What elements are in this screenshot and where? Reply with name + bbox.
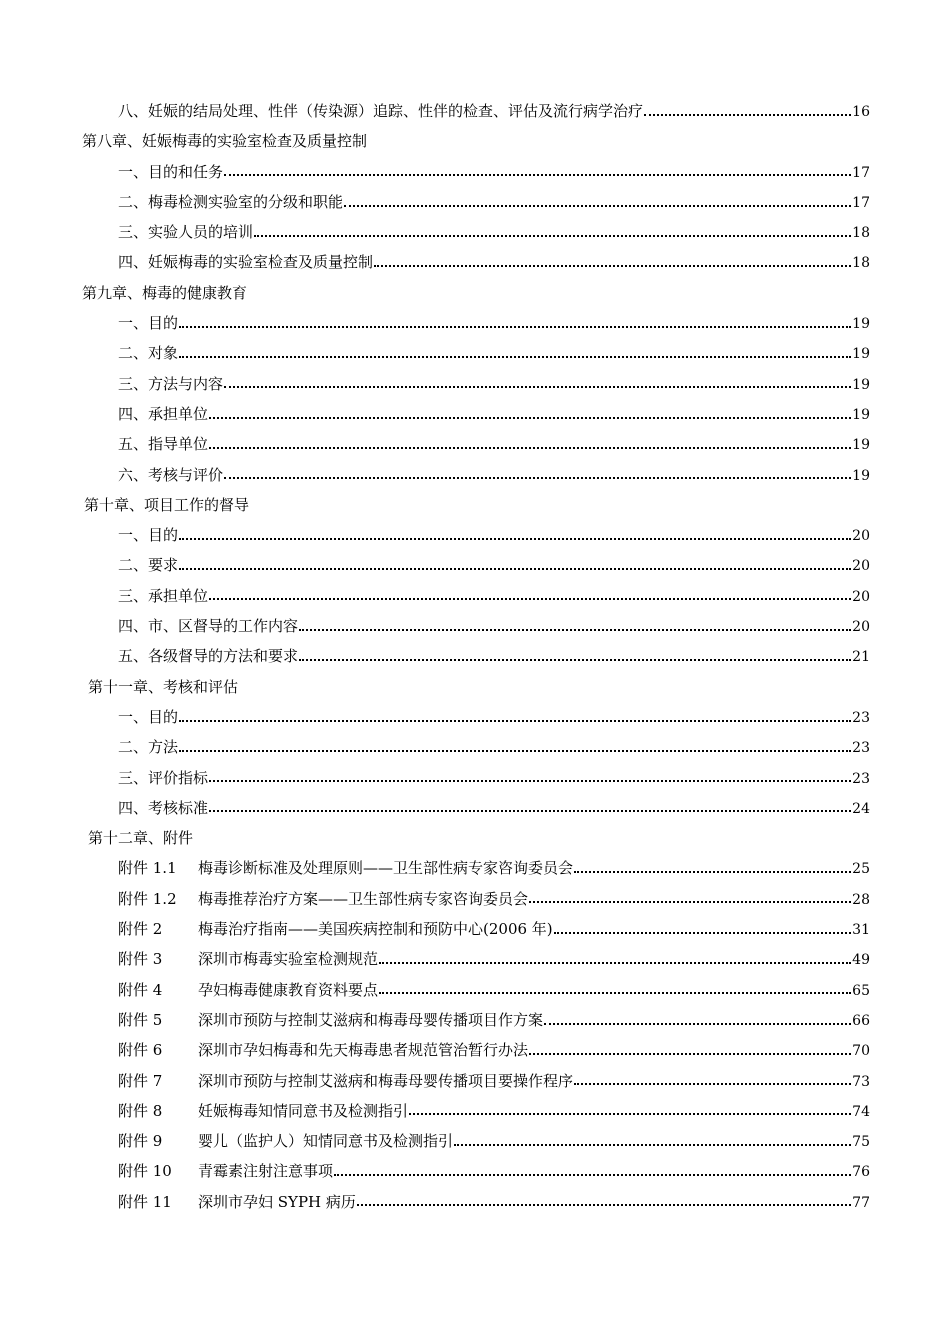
toc-annex-entry [0,944,950,974]
annex-label: 附件 1.2 [118,889,177,908]
toc-line [118,732,870,762]
entry-title: 三、承担单位 [118,586,209,605]
toc-section-entry [0,157,950,187]
entry-title: 深圳市梅毒实验室检测规范 [198,950,379,969]
page-number: 16 [852,104,870,120]
toc-line [118,338,870,368]
dot-leader [529,1052,851,1055]
toc-line [118,460,870,490]
page-number: 19 [852,467,870,484]
annex-label: 附件 9 [118,1132,163,1151]
page-number: 28 [852,891,870,908]
toc-line [118,96,870,126]
entry-title: 四、妊娠梅毒的实验室检查及质量控制 [118,253,374,272]
dot-leader [209,597,851,600]
dot-leader [179,355,851,358]
toc-section-entry [0,247,950,277]
toc-chapter-heading [0,672,950,702]
dot-leader [224,173,851,176]
page-number: 65 [852,982,870,999]
dot-leader [334,1173,851,1176]
page-number: 23 [852,770,870,787]
entry-title: 五、各级督导的方法和要求 [118,647,299,666]
annex-label: 附件 7 [118,1071,163,1090]
entry-title: 二、方法 [118,738,179,757]
toc-section-entry [0,429,950,459]
entry-title: 四、承担单位 [118,404,209,423]
toc-annex-entry [0,1187,950,1217]
chapter-title: 第十章、项目工作的督导 [84,495,250,514]
page-number: 23 [852,709,870,726]
toc-line [118,944,870,974]
dot-leader [379,961,851,964]
page-number: 66 [852,1012,870,1029]
toc-line [118,1187,870,1217]
toc-section-entry [0,732,950,762]
toc-chapter-heading [0,278,950,308]
toc-annex-entry [0,884,950,914]
dot-leader [574,870,851,873]
page-number: 23 [852,740,870,757]
toc-line [118,641,870,671]
entry-title: 四、市、区督导的工作内容 [118,617,299,636]
toc-section-entry [0,399,950,429]
entry-title: 二、对象 [118,344,179,363]
toc-line [118,853,870,883]
toc-line [118,1005,870,1035]
chapter-title: 第九章、梅毒的健康教育 [82,283,248,302]
toc-section-entry [0,217,950,247]
entry-title: 深圳市预防与控制艾滋病和梅毒母婴传播项目要操作程序 [198,1071,574,1090]
toc-section-entry [0,460,950,490]
toc-line [118,1126,870,1156]
page-number: 19 [852,346,870,363]
annex-label: 附件 8 [118,1101,163,1120]
dot-leader [374,264,851,267]
page-number: 20 [852,588,870,605]
toc-line [118,399,870,429]
toc-annex-entry [0,1066,950,1096]
entry-title: 八、妊娠的结局处理、性伴（传染源）追踪、性伴的检查、评估及流行病学治疗 [118,102,644,120]
entry-title: 妊娠梅毒知情同意书及检测指引 [198,1101,409,1120]
toc-line [118,369,870,399]
page-number: 74 [852,1103,870,1120]
page-number: 19 [852,406,870,423]
annex-label: 附件 3 [118,950,163,969]
toc-line [118,1066,870,1096]
toc-section-entry [0,641,950,671]
page-number: 24 [852,800,870,817]
entry-title: 深圳市孕妇 SYPH 病历 [198,1192,356,1211]
entry-title: 一、目的和任务 [118,162,224,181]
toc-annex-entry [0,1096,950,1126]
toc-section-entry [0,187,950,217]
entry-title: 二、要求 [118,556,179,575]
annex-label: 附件 10 [118,1162,172,1181]
page-number: 20 [852,528,870,545]
entry-title: 深圳市预防与控制艾滋病和梅毒母婴传播项目作方案 [198,1010,544,1029]
toc-section-entry [0,308,950,338]
toc-section-entry [0,96,950,126]
page-number: 18 [852,225,870,242]
chapter-title: 第十二章、附件 [88,829,194,848]
page-number: 49 [852,952,870,969]
dot-leader [179,567,851,570]
entry-title: 深圳市孕妇梅毒和先天梅毒患者规范管治暂行办法 [198,1041,529,1060]
page-number: 25 [852,861,870,878]
annex-label: 附件 6 [118,1041,163,1060]
toc-line [118,581,870,611]
toc-line [118,247,870,277]
page-number: 18 [852,255,870,272]
dot-leader [224,385,851,388]
entry-title: 梅毒推荐治疗方案——卫生部性病专家咨询委员会 [198,889,529,908]
page-number: 19 [852,437,870,454]
toc-section-entry [0,793,950,823]
toc-section-entry [0,369,950,399]
page-number: 21 [852,649,870,666]
dot-leader [209,779,851,782]
entry-title: 梅毒治疗指南——美国疾病控制和预防中心(2006 年) [198,920,553,939]
toc-annex-entry [0,853,950,883]
page-number: 73 [852,1073,870,1090]
page-number: 17 [852,164,870,181]
dot-leader [454,1143,851,1146]
dot-leader [209,416,851,419]
annex-label: 附件 4 [118,980,163,999]
toc-line [118,763,870,793]
dot-leader [574,1082,851,1085]
toc-line [118,187,870,217]
dot-leader [179,749,851,752]
toc-annex-entry [0,1156,950,1186]
page-number: 70 [852,1043,870,1060]
entry-title: 三、实验人员的培训 [118,223,254,242]
dot-leader [299,628,851,631]
entry-title: 青霉素注射注意事项 [198,1162,334,1181]
toc-annex-entry [0,975,950,1005]
annex-label: 附件 5 [118,1010,163,1029]
annex-label: 附件 11 [118,1192,172,1211]
toc-annex-entry [0,914,950,944]
toc-section-entry [0,338,950,368]
toc-line [118,702,870,732]
toc-annex-entry [0,1126,950,1156]
toc-line [118,975,870,1005]
entry-title: 四、考核标准 [118,798,209,817]
entry-title: 三、方法与内容 [118,374,224,393]
toc-line [118,914,870,944]
annex-label: 附件 2 [118,920,163,939]
toc-line [118,884,870,914]
annex-label: 附件 1.1 [118,859,177,878]
toc-section-entry [0,520,950,550]
page-number: 20 [852,619,870,636]
toc-section-entry [0,611,950,641]
entry-title: 三、评价指标 [118,768,209,787]
entry-title: 二、梅毒检测实验室的分级和职能 [118,192,344,211]
toc-chapter-heading [0,823,950,853]
page-number: 17 [852,194,870,211]
dot-leader [179,719,851,722]
toc-line [118,520,870,550]
toc-line [118,217,870,247]
toc-section-entry [0,763,950,793]
chapter-title: 第十一章、考核和评估 [88,677,239,696]
toc-line [118,1035,870,1065]
entry-title: 孕妇梅毒健康教育资料要点 [198,980,379,999]
toc-line [118,308,870,338]
dot-leader [554,931,852,934]
toc-chapter-heading [0,126,950,156]
page-number: 19 [852,316,870,333]
toc-line [118,157,870,187]
toc-line [118,550,870,580]
page-number: 31 [852,922,870,939]
toc-line [118,611,870,641]
page-number: 20 [852,558,870,575]
toc-section-entry [0,550,950,580]
toc-annex-entry [0,1005,950,1035]
dot-leader [209,809,851,812]
toc-line [118,793,870,823]
page-number: 77 [852,1194,870,1211]
dot-leader [299,658,851,661]
toc-annex-entry [0,1035,950,1065]
dot-leader [529,900,851,903]
dot-leader [644,113,851,116]
entry-title: 婴儿（监护人）知情同意书及检测指引 [198,1132,454,1151]
dot-leader [357,1203,851,1206]
toc-section-entry [0,581,950,611]
entry-title: 六、考核与评价 [118,465,224,484]
table-of-contents [0,96,950,1217]
entry-title: 五、指导单位 [118,435,209,454]
toc-section-entry [0,702,950,732]
toc-line [118,1156,870,1186]
toc-chapter-heading [0,490,950,520]
page-number: 75 [852,1134,870,1151]
entry-title: 一、目的 [118,314,179,333]
page-number: 76 [852,1164,870,1181]
dot-leader [254,234,851,237]
entry-title: 一、目的 [118,526,179,545]
entry-title: 一、目的 [118,707,179,726]
chapter-title: 第八章、妊娠梅毒的实验室检查及质量控制 [82,132,368,151]
dot-leader [179,537,851,540]
dot-leader [179,325,851,328]
dot-leader [409,1112,851,1115]
dot-leader [209,446,851,449]
dot-leader [379,991,851,994]
dot-leader [224,476,851,479]
toc-line [118,1096,870,1126]
entry-title: 梅毒诊断标准及处理原则——卫生部性病专家咨询委员会 [198,859,574,878]
toc-line [118,429,870,459]
dot-leader [344,204,851,207]
dot-leader [544,1022,851,1025]
page-number: 19 [852,376,870,393]
